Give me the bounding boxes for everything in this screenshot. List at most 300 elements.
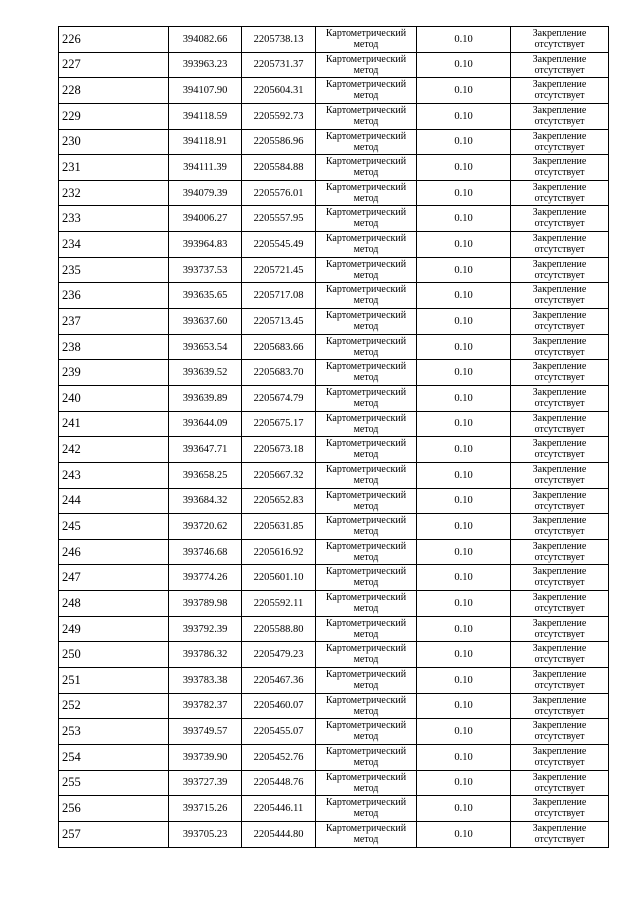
point-number-cell: 238 (59, 334, 169, 360)
accuracy-cell: 0.10 (417, 283, 511, 309)
method-text-line1: Картометрический (325, 361, 407, 373)
fixation-text-line2: отсутствует (534, 551, 585, 563)
accuracy-cell: 0.10 (417, 334, 511, 360)
point-number-cell: 242 (59, 437, 169, 463)
coordinate-y-cell: 2205584.88 (242, 155, 316, 181)
coordinate-x-cell: 394079.39 (169, 180, 242, 206)
fixation-cell (511, 642, 609, 668)
fixation-cell (511, 309, 609, 335)
fixation-text-line1: Закрепление (532, 233, 587, 245)
fixation-cell (511, 744, 609, 770)
accuracy-cell: 0.10 (417, 565, 511, 591)
point-number-cell: 241 (59, 411, 169, 437)
fixation-text-line2: отсутствует (534, 269, 585, 281)
method-text-line1: Картометрический (325, 233, 407, 245)
table-row (59, 437, 609, 463)
accuracy-cell: 0.10 (417, 27, 511, 53)
coordinate-x-cell: 393705.23 (169, 821, 242, 847)
fixation-cell (511, 539, 609, 565)
method-cell (316, 770, 417, 796)
method-cell (316, 411, 417, 437)
method-text-line1: Картометрический (325, 310, 407, 322)
method-text-line1: Картометрический (325, 463, 407, 475)
fixation-text-line1: Закрепление (532, 463, 587, 475)
fixation-text-line1: Закрепление (532, 258, 587, 270)
fixation-text-line1: Закрепление (532, 53, 587, 65)
table-row (59, 257, 609, 283)
method-text-line2: метод (353, 474, 379, 486)
method-text-line1: Картометрический (325, 284, 407, 296)
fixation-text-line2: отсутствует (534, 628, 585, 640)
method-text-line1: Картометрический (325, 156, 407, 168)
accuracy-cell: 0.10 (417, 539, 511, 565)
accuracy-cell: 0.10 (417, 462, 511, 488)
method-text-line1: Картометрический (325, 694, 407, 706)
method-text-line2: метод (353, 372, 379, 384)
table-row (59, 539, 609, 565)
coordinate-y-cell: 2205601.10 (242, 565, 316, 591)
table-row (59, 770, 609, 796)
method-cell (316, 334, 417, 360)
method-text-line1: Картометрический (325, 592, 407, 604)
accuracy-cell: 0.10 (417, 514, 511, 540)
method-cell (316, 462, 417, 488)
point-number-cell: 230 (59, 129, 169, 155)
fixation-text-line1: Закрепление (532, 515, 587, 527)
method-text-line1: Картометрический (325, 822, 407, 834)
method-cell (316, 206, 417, 232)
method-text-line2: метод (353, 782, 379, 794)
method-text-line2: метод (353, 295, 379, 307)
table-row (59, 385, 609, 411)
fixation-text-line2: отсутствует (534, 397, 585, 409)
point-number-cell: 255 (59, 770, 169, 796)
accuracy-cell: 0.10 (417, 591, 511, 617)
method-text-line1: Картометрический (325, 643, 407, 655)
method-cell (316, 232, 417, 258)
coordinate-x-cell: 393639.89 (169, 385, 242, 411)
fixation-text-line2: отсутствует (534, 449, 585, 461)
coordinate-x-cell: 394006.27 (169, 206, 242, 232)
point-number-cell: 227 (59, 52, 169, 78)
accuracy-cell: 0.10 (417, 668, 511, 694)
coordinate-y-cell: 2205592.73 (242, 103, 316, 129)
table-row (59, 411, 609, 437)
method-text-line1: Картометрический (325, 104, 407, 116)
method-text-line1: Картометрический (325, 797, 407, 809)
fixation-text-line1: Закрепление (532, 207, 587, 219)
fixation-text-line2: отсутствует (534, 39, 585, 50)
coordinate-x-cell: 393639.52 (169, 360, 242, 386)
accuracy-cell: 0.10 (417, 719, 511, 745)
method-text-line2: метод (353, 526, 379, 538)
fixation-cell (511, 27, 609, 53)
fixation-text-line2: отсутствует (534, 833, 585, 845)
method-text-line2: метод (353, 115, 379, 127)
table-row (59, 462, 609, 488)
fixation-cell (511, 232, 609, 258)
fixation-text-line2: отсутствует (534, 500, 585, 512)
fixation-text-line1: Закрепление (532, 310, 587, 322)
method-text-line1: Картометрический (325, 28, 407, 39)
method-text-line2: метод (353, 192, 379, 204)
method-text-line1: Картометрический (325, 617, 407, 629)
method-cell (316, 744, 417, 770)
table-row (59, 719, 609, 745)
method-cell (316, 642, 417, 668)
point-number-cell: 254 (59, 744, 169, 770)
coordinate-x-cell: 394082.66 (169, 27, 242, 53)
fixation-text-line2: отсутствует (534, 372, 585, 384)
table-row (59, 488, 609, 514)
fixation-text-line2: отсутствует (534, 244, 585, 256)
fixation-text-line2: отсутствует (534, 295, 585, 307)
accuracy-cell: 0.10 (417, 129, 511, 155)
fixation-text-line2: отсутствует (534, 756, 585, 768)
table-row (59, 52, 609, 78)
method-cell (316, 821, 417, 847)
method-text-line2: метод (353, 64, 379, 76)
table-row (59, 334, 609, 360)
fixation-text-line2: отсутствует (534, 141, 585, 153)
table-row (59, 103, 609, 129)
method-text-line2: метод (353, 269, 379, 281)
fixation-text-line2: отсутствует (534, 346, 585, 358)
fixation-cell (511, 411, 609, 437)
method-text-line2: метод (353, 577, 379, 589)
accuracy-cell: 0.10 (417, 821, 511, 847)
fixation-cell (511, 129, 609, 155)
fixation-text-line1: Закрепление (532, 104, 587, 116)
method-text-line1: Картометрический (325, 720, 407, 732)
fixation-cell (511, 283, 609, 309)
coordinate-x-cell: 393635.65 (169, 283, 242, 309)
fixation-text-line1: Закрепление (532, 130, 587, 142)
accuracy-cell: 0.10 (417, 770, 511, 796)
accuracy-cell: 0.10 (417, 642, 511, 668)
method-text-line2: метод (353, 397, 379, 409)
method-text-line2: метод (353, 628, 379, 640)
method-cell (316, 488, 417, 514)
point-number-cell: 247 (59, 565, 169, 591)
point-number-cell: 244 (59, 488, 169, 514)
method-text-line1: Картометрический (325, 386, 407, 398)
method-text-line1: Картометрический (325, 181, 407, 193)
point-number-cell: 229 (59, 103, 169, 129)
table-row (59, 693, 609, 719)
coordinate-y-cell: 2205479.23 (242, 642, 316, 668)
fixation-text-line2: отсутствует (534, 603, 585, 615)
coordinate-y-cell: 2205455.07 (242, 719, 316, 745)
coordinate-y-cell: 2205652.83 (242, 488, 316, 514)
accuracy-cell: 0.10 (417, 360, 511, 386)
coordinate-x-cell: 394111.39 (169, 155, 242, 181)
fixation-text-line1: Закрепление (532, 720, 587, 732)
coordinate-x-cell: 393782.37 (169, 693, 242, 719)
method-cell (316, 180, 417, 206)
point-number-cell: 248 (59, 591, 169, 617)
point-number-cell: 228 (59, 78, 169, 104)
fixation-cell (511, 719, 609, 745)
accuracy-cell: 0.10 (417, 437, 511, 463)
accuracy-cell: 0.10 (417, 309, 511, 335)
fixation-text-line1: Закрепление (532, 79, 587, 91)
method-text-line2: метод (353, 141, 379, 153)
coordinate-y-cell: 2205592.11 (242, 591, 316, 617)
method-text-line1: Картометрический (325, 79, 407, 91)
method-cell (316, 103, 417, 129)
fixation-text-line1: Закрепление (532, 617, 587, 629)
coordinate-x-cell: 393715.26 (169, 796, 242, 822)
coordinate-x-cell: 393684.32 (169, 488, 242, 514)
coordinate-x-cell: 393647.71 (169, 437, 242, 463)
point-number-cell: 257 (59, 821, 169, 847)
method-text-line2: метод (353, 756, 379, 768)
fixation-text-line1: Закрепление (532, 566, 587, 578)
table-row (59, 591, 609, 617)
fixation-text-line2: отсутствует (534, 808, 585, 820)
method-cell (316, 668, 417, 694)
fixation-cell (511, 360, 609, 386)
point-number-cell: 226 (59, 27, 169, 53)
fixation-text-line1: Закрепление (532, 592, 587, 604)
table-row (59, 642, 609, 668)
method-text-line2: метод (353, 551, 379, 563)
fixation-cell (511, 437, 609, 463)
table-row (59, 821, 609, 847)
point-number-cell: 243 (59, 462, 169, 488)
coordinate-y-cell: 2205631.85 (242, 514, 316, 540)
coordinate-y-cell: 2205444.80 (242, 821, 316, 847)
coordinate-x-cell: 393644.09 (169, 411, 242, 437)
fixation-text-line2: отсутствует (534, 90, 585, 102)
method-cell (316, 52, 417, 78)
accuracy-cell: 0.10 (417, 103, 511, 129)
fixation-cell (511, 616, 609, 642)
fixation-cell (511, 103, 609, 129)
method-cell (316, 693, 417, 719)
fixation-cell (511, 668, 609, 694)
fixation-cell (511, 591, 609, 617)
method-text-line2: метод (353, 39, 379, 50)
method-text-line2: метод (353, 833, 379, 845)
method-cell (316, 309, 417, 335)
coordinate-x-cell: 393783.38 (169, 668, 242, 694)
coordinate-y-cell: 2205667.32 (242, 462, 316, 488)
method-cell (316, 565, 417, 591)
coordinate-y-cell: 2205460.07 (242, 693, 316, 719)
coordinate-x-cell: 393653.54 (169, 334, 242, 360)
coordinates-table-body (59, 27, 609, 848)
table-row (59, 360, 609, 386)
method-text-line2: метод (353, 244, 379, 256)
method-cell (316, 437, 417, 463)
point-number-cell: 231 (59, 155, 169, 181)
fixation-cell (511, 334, 609, 360)
coordinate-y-cell: 2205675.17 (242, 411, 316, 437)
table-row (59, 180, 609, 206)
table-row (59, 616, 609, 642)
coordinate-x-cell: 393746.68 (169, 539, 242, 565)
coordinate-x-cell: 393963.23 (169, 52, 242, 78)
coordinate-y-cell: 2205674.79 (242, 385, 316, 411)
table-row (59, 78, 609, 104)
fixation-text-line2: отсутствует (534, 705, 585, 717)
accuracy-cell: 0.10 (417, 796, 511, 822)
table-row (59, 744, 609, 770)
fixation-text-line2: отсутствует (534, 474, 585, 486)
table-row (59, 232, 609, 258)
coordinate-x-cell: 393727.39 (169, 770, 242, 796)
fixation-text-line2: отсутствует (534, 115, 585, 127)
fixation-cell (511, 693, 609, 719)
method-text-line1: Картометрический (325, 771, 407, 783)
method-text-line2: метод (353, 603, 379, 615)
coordinate-x-cell: 394118.91 (169, 129, 242, 155)
accuracy-cell: 0.10 (417, 232, 511, 258)
accuracy-cell: 0.10 (417, 616, 511, 642)
method-cell (316, 514, 417, 540)
point-number-cell: 245 (59, 514, 169, 540)
method-text-line1: Картометрический (325, 130, 407, 142)
method-text-line2: метод (353, 705, 379, 717)
fixation-text-line2: отсутствует (534, 731, 585, 743)
method-text-line1: Картометрический (325, 207, 407, 219)
fixation-text-line2: отсутствует (534, 423, 585, 435)
fixation-cell (511, 462, 609, 488)
fixation-text-line1: Закрепление (532, 361, 587, 373)
method-cell (316, 719, 417, 745)
fixation-text-line1: Закрепление (532, 669, 587, 681)
method-cell (316, 796, 417, 822)
coordinate-y-cell: 2205731.37 (242, 52, 316, 78)
fixation-text-line2: отсутствует (534, 64, 585, 76)
accuracy-cell: 0.10 (417, 385, 511, 411)
point-number-cell: 233 (59, 206, 169, 232)
table-row (59, 155, 609, 181)
fixation-cell (511, 821, 609, 847)
table-row (59, 27, 609, 53)
method-text-line2: метод (353, 449, 379, 461)
fixation-cell (511, 565, 609, 591)
point-number-cell: 235 (59, 257, 169, 283)
method-cell (316, 616, 417, 642)
method-text-line2: метод (353, 423, 379, 435)
method-cell (316, 360, 417, 386)
accuracy-cell: 0.10 (417, 78, 511, 104)
fixation-text-line1: Закрепление (532, 438, 587, 450)
table-row (59, 206, 609, 232)
coordinate-y-cell: 2205673.18 (242, 437, 316, 463)
point-number-cell: 256 (59, 796, 169, 822)
method-text-line2: метод (353, 90, 379, 102)
coordinate-y-cell: 2205604.31 (242, 78, 316, 104)
coordinate-x-cell: 393637.60 (169, 309, 242, 335)
method-text-line2: метод (353, 167, 379, 179)
fixation-text-line1: Закрепление (532, 540, 587, 552)
fixation-cell (511, 155, 609, 181)
point-number-cell: 253 (59, 719, 169, 745)
coordinate-x-cell: 393774.26 (169, 565, 242, 591)
coordinate-y-cell: 2205576.01 (242, 180, 316, 206)
method-text-line1: Картометрический (325, 566, 407, 578)
fixation-text-line1: Закрепление (532, 797, 587, 809)
accuracy-cell: 0.10 (417, 693, 511, 719)
accuracy-cell: 0.10 (417, 744, 511, 770)
fixation-text-line1: Закрепление (532, 284, 587, 296)
point-number-cell: 232 (59, 180, 169, 206)
fixation-text-line2: отсутствует (534, 321, 585, 333)
point-number-cell: 252 (59, 693, 169, 719)
method-text-line1: Картометрический (325, 438, 407, 450)
method-text-line1: Картометрический (325, 258, 407, 270)
coordinate-y-cell: 2205588.80 (242, 616, 316, 642)
coordinate-y-cell: 2205713.45 (242, 309, 316, 335)
point-number-cell: 240 (59, 385, 169, 411)
table-row (59, 514, 609, 540)
method-text-line2: метод (353, 346, 379, 358)
coordinate-x-cell: 393789.98 (169, 591, 242, 617)
method-cell (316, 27, 417, 53)
coordinate-y-cell: 2205717.08 (242, 283, 316, 309)
point-number-cell: 246 (59, 539, 169, 565)
fixation-text-line2: отсутствует (534, 218, 585, 230)
method-text-line2: метод (353, 808, 379, 820)
fixation-text-line1: Закрепление (532, 771, 587, 783)
fixation-text-line1: Закрепление (532, 335, 587, 347)
coordinate-y-cell: 2205467.36 (242, 668, 316, 694)
fixation-text-line1: Закрепление (532, 28, 587, 39)
table-row (59, 309, 609, 335)
coordinate-y-cell: 2205545.49 (242, 232, 316, 258)
fixation-text-line1: Закрепление (532, 489, 587, 501)
fixation-cell (511, 514, 609, 540)
coordinate-y-cell: 2205721.45 (242, 257, 316, 283)
accuracy-cell: 0.10 (417, 155, 511, 181)
method-text-line2: метод (353, 654, 379, 666)
method-text-line1: Картометрический (325, 489, 407, 501)
coordinate-x-cell: 394118.59 (169, 103, 242, 129)
coordinate-y-cell: 2205452.76 (242, 744, 316, 770)
coordinate-x-cell: 393749.57 (169, 719, 242, 745)
coordinate-y-cell: 2205616.92 (242, 539, 316, 565)
fixation-text-line2: отсутствует (534, 526, 585, 538)
method-text-line2: метод (353, 680, 379, 692)
method-text-line2: метод (353, 731, 379, 743)
method-text-line2: метод (353, 500, 379, 512)
fixation-cell (511, 796, 609, 822)
fixation-cell (511, 770, 609, 796)
accuracy-cell: 0.10 (417, 411, 511, 437)
coordinate-x-cell: 393786.32 (169, 642, 242, 668)
coordinate-y-cell: 2205557.95 (242, 206, 316, 232)
table-row (59, 796, 609, 822)
coordinate-y-cell: 2205683.66 (242, 334, 316, 360)
coordinate-x-cell: 393964.83 (169, 232, 242, 258)
fixation-text-line2: отсутствует (534, 167, 585, 179)
point-number-cell: 250 (59, 642, 169, 668)
fixation-text-line1: Закрепление (532, 156, 587, 168)
fixation-text-line1: Закрепление (532, 694, 587, 706)
accuracy-cell: 0.10 (417, 488, 511, 514)
point-number-cell: 237 (59, 309, 169, 335)
coordinate-y-cell: 2205738.13 (242, 27, 316, 53)
coordinate-x-cell: 393737.53 (169, 257, 242, 283)
method-text-line1: Картометрический (325, 515, 407, 527)
coordinate-y-cell: 2205683.70 (242, 360, 316, 386)
fixation-text-line1: Закрепление (532, 822, 587, 834)
coordinate-x-cell: 393658.25 (169, 462, 242, 488)
